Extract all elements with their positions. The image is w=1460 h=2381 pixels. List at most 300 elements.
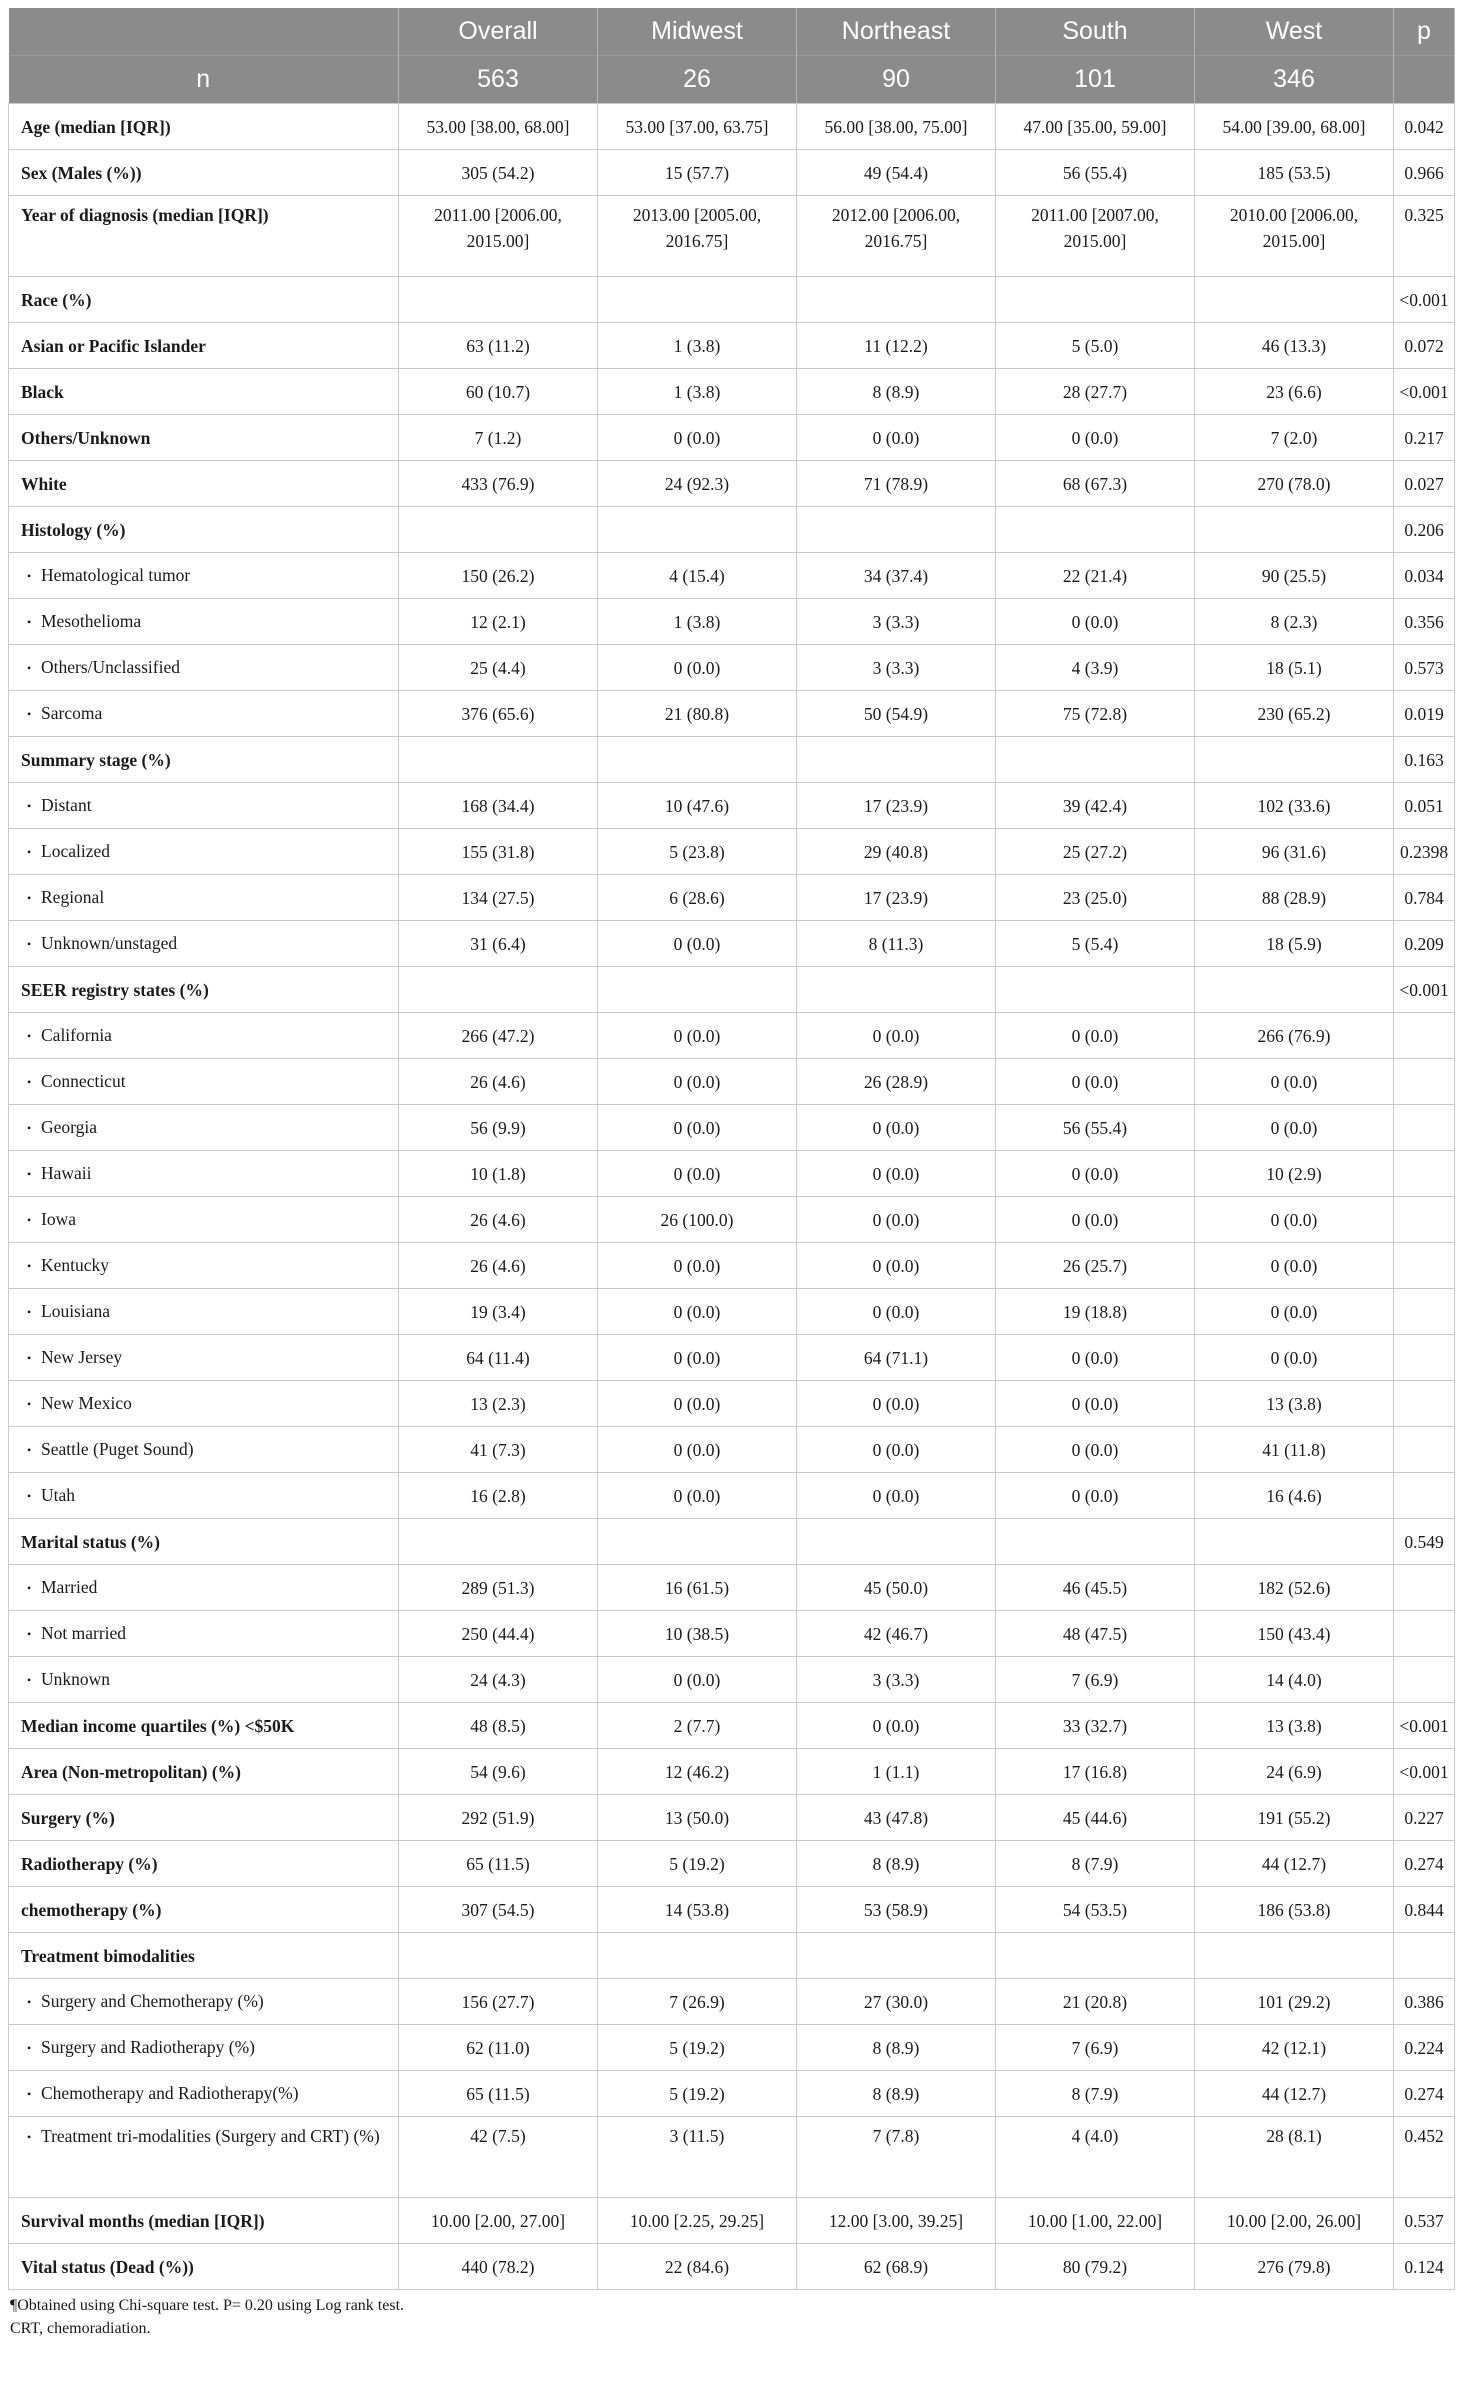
table-cell: 42 (46.7) xyxy=(797,1611,996,1657)
table-cell: 22 (21.4) xyxy=(996,553,1195,599)
table-cell: 3 (3.3) xyxy=(797,645,996,691)
table-cell: 26 (4.6) xyxy=(399,1243,598,1289)
table-cell: 53 (58.9) xyxy=(797,1887,996,1933)
bullet-icon: • xyxy=(27,891,32,905)
row-label-text: Area (Non-metropolitan) (%) xyxy=(21,1761,242,1782)
table-row xyxy=(9,196,1455,277)
table-cell: 0 (0.0) xyxy=(598,1427,797,1473)
table-cell: 16 (61.5) xyxy=(598,1565,797,1611)
table-row xyxy=(9,1749,1455,1795)
table-cell: 0 (0.0) xyxy=(996,1381,1195,1427)
table-cell xyxy=(797,1519,996,1565)
table-cell: 0 (0.0) xyxy=(598,921,797,967)
table-cell: 0 (0.0) xyxy=(996,1335,1195,1381)
n-header-1: 563 xyxy=(399,56,598,104)
row-label xyxy=(9,553,399,599)
row-label-text: Localized xyxy=(41,841,110,861)
table-cell: 0 (0.0) xyxy=(797,1197,996,1243)
table-cell: 10 (1.8) xyxy=(399,1151,598,1197)
table-cell: 376 (65.6) xyxy=(399,691,598,737)
table-cell: 28 (8.1) xyxy=(1195,2117,1394,2198)
bullet-icon: • xyxy=(27,1259,32,1273)
bullet-icon: • xyxy=(27,1995,32,2009)
table-cell: 150 (26.2) xyxy=(399,553,598,599)
table-cell: 50 (54.9) xyxy=(797,691,996,737)
table-cell: 0 (0.0) xyxy=(996,599,1195,645)
table-row xyxy=(9,2071,1455,2117)
table-cell: 23 (6.6) xyxy=(1195,369,1394,415)
table-row xyxy=(9,967,1455,1013)
table-cell: 26 (4.6) xyxy=(399,1197,598,1243)
table-cell: 46 (45.5) xyxy=(996,1565,1195,1611)
table-row xyxy=(9,150,1455,196)
table-cell: 4 (4.0) xyxy=(996,2117,1195,2198)
row-label-text: Mesothelioma xyxy=(41,611,142,631)
row-label xyxy=(9,323,399,369)
table-cell: 10 (2.9) xyxy=(1195,1151,1394,1197)
table-cell: 18 (5.1) xyxy=(1195,645,1394,691)
table-cell: 48 (8.5) xyxy=(399,1703,598,1749)
table-cell: 5 (19.2) xyxy=(598,1841,797,1887)
p-value-cell: 0.124 xyxy=(1394,2244,1455,2290)
row-label xyxy=(9,150,399,196)
table-row xyxy=(9,737,1455,783)
column-header-5: West xyxy=(1195,8,1394,56)
p-value-cell: <0.001 xyxy=(1394,1749,1455,1795)
table-cell: 12 (46.2) xyxy=(598,1749,797,1795)
table-cell: 45 (50.0) xyxy=(797,1565,996,1611)
row-label-text: Age (median [IQR]) xyxy=(21,116,171,137)
table-row xyxy=(9,1473,1455,1519)
table-row xyxy=(9,1795,1455,1841)
p-value-cell: 0.573 xyxy=(1394,645,1455,691)
p-value-cell xyxy=(1394,1105,1455,1151)
table-cell: 191 (55.2) xyxy=(1195,1795,1394,1841)
row-label-text: Georgia xyxy=(41,1117,98,1137)
p-value-cell: 0.034 xyxy=(1394,553,1455,599)
table-cell: 88 (28.9) xyxy=(1195,875,1394,921)
table-row xyxy=(9,2198,1455,2244)
row-label-text: Race (%) xyxy=(21,289,92,310)
bullet-icon: • xyxy=(27,1673,32,1687)
table-row xyxy=(9,875,1455,921)
table-row xyxy=(9,1565,1455,1611)
row-label-text: Survival months (median [IQR]) xyxy=(21,2210,265,2231)
table-cell xyxy=(797,967,996,1013)
table-cell: 0 (0.0) xyxy=(996,1473,1195,1519)
table-cell xyxy=(399,277,598,323)
table-row xyxy=(9,1427,1455,1473)
p-value-cell: 0.386 xyxy=(1394,1979,1455,2025)
p-value-cell: 0.325 xyxy=(1394,196,1455,277)
footnote: CRT, chemoradiation. xyxy=(10,2320,151,2337)
table-cell xyxy=(598,1519,797,1565)
column-header-1: Overall xyxy=(399,8,598,56)
row-label xyxy=(9,2244,399,2290)
table-cell: 0 (0.0) xyxy=(1195,1289,1394,1335)
column-header-0 xyxy=(9,8,399,56)
table-body xyxy=(9,104,1455,2290)
footnote: ¶Obtained using Chi-square test. P= 0.20 using Log rank test. xyxy=(10,2297,405,2314)
bullet-icon: • xyxy=(27,937,32,951)
table-row xyxy=(9,1933,1455,1979)
row-label xyxy=(9,783,399,829)
bullet-icon: • xyxy=(27,615,32,629)
n-header-4: 101 xyxy=(996,56,1195,104)
table-row xyxy=(9,1381,1455,1427)
table-cell: 17 (16.8) xyxy=(996,1749,1195,1795)
table-cell: 2010.00 [2006.00, 2015.00] xyxy=(1195,196,1394,277)
table-row xyxy=(9,1059,1455,1105)
table-cell: 0 (0.0) xyxy=(797,1427,996,1473)
table-cell: 0 (0.0) xyxy=(797,1381,996,1427)
table-cell: 5 (19.2) xyxy=(598,2025,797,2071)
row-label xyxy=(9,737,399,783)
p-value-cell: 0.274 xyxy=(1394,1841,1455,1887)
table-cell: 0 (0.0) xyxy=(1195,1243,1394,1289)
table-cell: 0 (0.0) xyxy=(797,1243,996,1289)
table-row xyxy=(9,1243,1455,1289)
table-cell: 27 (30.0) xyxy=(797,1979,996,2025)
p-value-cell xyxy=(1394,1565,1455,1611)
column-header-4: South xyxy=(996,8,1195,56)
row-label xyxy=(9,645,399,691)
table-cell: 44 (12.7) xyxy=(1195,1841,1394,1887)
table-cell: 3 (3.3) xyxy=(797,1657,996,1703)
table-cell: 0 (0.0) xyxy=(797,415,996,461)
table-cell: 26 (25.7) xyxy=(996,1243,1195,1289)
table-cell: 25 (27.2) xyxy=(996,829,1195,875)
table-cell: 266 (47.2) xyxy=(399,1013,598,1059)
table-cell: 53.00 [37.00, 63.75] xyxy=(598,104,797,150)
table-cell xyxy=(598,1933,797,1979)
table-cell: 65 (11.5) xyxy=(399,1841,598,1887)
row-label xyxy=(9,2025,399,2071)
table-row xyxy=(9,369,1455,415)
table-cell: 230 (65.2) xyxy=(1195,691,1394,737)
row-label-text: New Jersey xyxy=(41,1347,123,1367)
n-header-3: 90 xyxy=(797,56,996,104)
table-cell: 156 (27.7) xyxy=(399,1979,598,2025)
bullet-icon: • xyxy=(27,1029,32,1043)
table-row xyxy=(9,1197,1455,1243)
table-row xyxy=(9,2117,1455,2198)
row-label-text: Seattle (Puget Sound) xyxy=(41,1439,194,1459)
table-row xyxy=(9,599,1455,645)
table-cell: 26 (4.6) xyxy=(399,1059,598,1105)
p-value-cell xyxy=(1394,1657,1455,1703)
p-value-cell: <0.001 xyxy=(1394,277,1455,323)
row-label-text: Chemotherapy and Radiotherapy(%) xyxy=(41,2083,299,2103)
bullet-icon: • xyxy=(27,845,32,859)
table-cell: 26 (28.9) xyxy=(797,1059,996,1105)
row-label-text: Not married xyxy=(41,1623,127,1643)
table-row xyxy=(9,783,1455,829)
row-label xyxy=(9,1611,399,1657)
table-cell: 0 (0.0) xyxy=(797,1013,996,1059)
bullet-icon: • xyxy=(27,1075,32,1089)
row-label-text: Sex (Males (%)) xyxy=(21,162,142,183)
table-cell: 31 (6.4) xyxy=(399,921,598,967)
row-label xyxy=(9,1795,399,1841)
table-row xyxy=(9,2244,1455,2290)
table-cell: 90 (25.5) xyxy=(1195,553,1394,599)
table-cell xyxy=(996,737,1195,783)
row-label xyxy=(9,415,399,461)
row-label-text: Iowa xyxy=(41,1209,76,1229)
table-cell: 2013.00 [2005.00, 2016.75] xyxy=(598,196,797,277)
bullet-icon: • xyxy=(27,1443,32,1457)
table-cell: 0 (0.0) xyxy=(598,1013,797,1059)
row-label-text: Louisiana xyxy=(41,1301,111,1321)
p-value-cell: 0.209 xyxy=(1394,921,1455,967)
table-row xyxy=(9,1611,1455,1657)
table-cell: 49 (54.4) xyxy=(797,150,996,196)
table-cell xyxy=(1195,967,1394,1013)
row-label-text: Treatment bimodalities xyxy=(21,1945,195,1966)
table-cell: 0 (0.0) xyxy=(797,1289,996,1335)
table-cell: 10.00 [2.00, 27.00] xyxy=(399,2198,598,2244)
p-value-cell: 0.224 xyxy=(1394,2025,1455,2071)
row-label-text: Regional xyxy=(41,887,105,907)
bullet-icon: • xyxy=(27,1581,32,1595)
p-value-cell xyxy=(1394,1289,1455,1335)
table-cell: 54 (53.5) xyxy=(996,1887,1195,1933)
table-cell: 29 (40.8) xyxy=(797,829,996,875)
row-label xyxy=(9,1151,399,1197)
row-label xyxy=(9,1059,399,1105)
row-label xyxy=(9,1657,399,1703)
p-value-cell: 0.2398 xyxy=(1394,829,1455,875)
row-label xyxy=(9,2198,399,2244)
row-label-text: White xyxy=(21,473,67,494)
table-row xyxy=(9,415,1455,461)
table-cell: 13 (50.0) xyxy=(598,1795,797,1841)
row-label xyxy=(9,1335,399,1381)
table-cell: 56.00 [38.00, 75.00] xyxy=(797,104,996,150)
bullet-icon: • xyxy=(27,2087,32,2101)
table-cell: 56 (9.9) xyxy=(399,1105,598,1151)
table-cell: 65 (11.5) xyxy=(399,2071,598,2117)
table-cell xyxy=(996,1519,1195,1565)
row-label-text: Radiotherapy (%) xyxy=(21,1853,158,1874)
table-cell: 53.00 [38.00, 68.00] xyxy=(399,104,598,150)
bullet-icon: • xyxy=(27,1627,32,1641)
table-cell: 4 (15.4) xyxy=(598,553,797,599)
table-cell xyxy=(797,1933,996,1979)
row-label-text: California xyxy=(41,1025,112,1045)
table-cell: 6 (28.6) xyxy=(598,875,797,921)
row-label-text: Distant xyxy=(41,795,92,815)
table-cell: 43 (47.8) xyxy=(797,1795,996,1841)
row-label-text: chemotherapy (%) xyxy=(21,1899,162,1920)
table-row xyxy=(9,1703,1455,1749)
table-cell: 13 (3.8) xyxy=(1195,1381,1394,1427)
row-label-text: Vital status (Dead (%)) xyxy=(21,2256,194,2277)
p-value-cell: 0.019 xyxy=(1394,691,1455,737)
table-cell xyxy=(399,507,598,553)
table-cell: 54 (9.6) xyxy=(399,1749,598,1795)
table-cell: 24 (92.3) xyxy=(598,461,797,507)
table-cell: 0 (0.0) xyxy=(598,1473,797,1519)
row-label xyxy=(9,1013,399,1059)
table-cell: 5 (5.4) xyxy=(996,921,1195,967)
table-cell: 17 (23.9) xyxy=(797,783,996,829)
p-value-cell xyxy=(1394,1197,1455,1243)
row-label xyxy=(9,967,399,1013)
p-value-cell: 0.844 xyxy=(1394,1887,1455,1933)
p-value-cell: 0.966 xyxy=(1394,150,1455,196)
n-header-2: 26 xyxy=(598,56,797,104)
table-container xyxy=(8,8,1454,2340)
n-header-0: n xyxy=(9,56,399,104)
p-value-cell xyxy=(1394,1151,1455,1197)
table-cell: 12 (2.1) xyxy=(399,599,598,645)
bullet-icon: • xyxy=(27,707,32,721)
table-cell xyxy=(598,967,797,1013)
row-label-text: Surgery (%) xyxy=(21,1807,115,1828)
row-label-text: Unknown xyxy=(41,1669,111,1689)
p-value-cell xyxy=(1394,1335,1455,1381)
table-cell: 17 (23.9) xyxy=(797,875,996,921)
table-cell: 18 (5.9) xyxy=(1195,921,1394,967)
table-cell: 2012.00 [2006.00, 2016.75] xyxy=(797,196,996,277)
table-cell: 7 (1.2) xyxy=(399,415,598,461)
row-label xyxy=(9,1427,399,1473)
table-cell: 0 (0.0) xyxy=(996,415,1195,461)
table-cell: 56 (55.4) xyxy=(996,1105,1195,1151)
table-cell xyxy=(996,967,1195,1013)
table-cell: 46 (13.3) xyxy=(1195,323,1394,369)
row-label xyxy=(9,1243,399,1289)
table-cell: 64 (11.4) xyxy=(399,1335,598,1381)
table-cell: 12.00 [3.00, 39.25] xyxy=(797,2198,996,2244)
p-value-cell xyxy=(1394,1243,1455,1289)
table-row xyxy=(9,1519,1455,1565)
table-cell: 19 (3.4) xyxy=(399,1289,598,1335)
table-cell: 7 (2.0) xyxy=(1195,415,1394,461)
table-cell xyxy=(1195,507,1394,553)
table-cell xyxy=(399,737,598,783)
table-cell: 10.00 [2.00, 26.00] xyxy=(1195,2198,1394,2244)
row-label xyxy=(9,691,399,737)
row-label xyxy=(9,1473,399,1519)
table-row xyxy=(9,2025,1455,2071)
row-label xyxy=(9,2071,399,2117)
row-label xyxy=(9,1887,399,1933)
table-cell: 26 (100.0) xyxy=(598,1197,797,1243)
table-cell: 47.00 [35.00, 59.00] xyxy=(996,104,1195,150)
p-value-cell: 0.356 xyxy=(1394,599,1455,645)
table-cell: 250 (44.4) xyxy=(399,1611,598,1657)
p-value-cell: 0.042 xyxy=(1394,104,1455,150)
row-label-text: Surgery and Chemotherapy (%) xyxy=(41,1991,264,2011)
table-cell: 8 (11.3) xyxy=(797,921,996,967)
table-cell: 21 (80.8) xyxy=(598,691,797,737)
n-header-6 xyxy=(1394,56,1455,104)
row-label xyxy=(9,1703,399,1749)
table-row xyxy=(9,921,1455,967)
table-cell xyxy=(598,277,797,323)
table-cell: 1 (3.8) xyxy=(598,599,797,645)
table-cell: 28 (27.7) xyxy=(996,369,1195,415)
row-label xyxy=(9,829,399,875)
table-cell: 15 (57.7) xyxy=(598,150,797,196)
table-cell: 3 (3.3) xyxy=(797,599,996,645)
p-value-cell: 0.549 xyxy=(1394,1519,1455,1565)
row-label xyxy=(9,1933,399,1979)
row-label xyxy=(9,1381,399,1427)
table-cell: 0 (0.0) xyxy=(996,1197,1195,1243)
row-label xyxy=(9,507,399,553)
column-header-6: p xyxy=(1394,8,1455,56)
p-value-cell: 0.163 xyxy=(1394,737,1455,783)
table-cell xyxy=(797,737,996,783)
table-cell: 7 (6.9) xyxy=(996,2025,1195,2071)
bullet-icon: • xyxy=(27,1167,32,1181)
table-cell: 60 (10.7) xyxy=(399,369,598,415)
table-cell: 7 (6.9) xyxy=(996,1657,1195,1703)
table-cell: 42 (7.5) xyxy=(399,2117,598,2198)
table-cell: 56 (55.4) xyxy=(996,150,1195,196)
table-cell: 0 (0.0) xyxy=(598,1657,797,1703)
table-header xyxy=(9,8,1455,104)
table-cell xyxy=(598,737,797,783)
table-cell: 0 (0.0) xyxy=(598,1243,797,1289)
table-cell: 433 (76.9) xyxy=(399,461,598,507)
table-cell: 276 (79.8) xyxy=(1195,2244,1394,2290)
table-cell xyxy=(1195,737,1394,783)
bullet-icon: • xyxy=(27,661,32,675)
table-cell: 24 (4.3) xyxy=(399,1657,598,1703)
table-cell: 2011.00 [2006.00, 2015.00] xyxy=(399,196,598,277)
table-cell: 24 (6.9) xyxy=(1195,1749,1394,1795)
table-cell: 1 (1.1) xyxy=(797,1749,996,1795)
table-cell: 0 (0.0) xyxy=(598,1335,797,1381)
table-cell: 182 (52.6) xyxy=(1195,1565,1394,1611)
table-cell: 80 (79.2) xyxy=(996,2244,1195,2290)
table-cell: 0 (0.0) xyxy=(996,1427,1195,1473)
row-label-text: Year of diagnosis (median [IQR]) xyxy=(21,205,269,225)
table-cell: 0 (0.0) xyxy=(797,1473,996,1519)
row-label xyxy=(9,104,399,150)
table-cell: 307 (54.5) xyxy=(399,1887,598,1933)
header-row-groups xyxy=(9,8,1455,56)
row-label-text: Hawaii xyxy=(41,1163,92,1183)
table-cell: 0 (0.0) xyxy=(1195,1335,1394,1381)
row-label-text: Kentucky xyxy=(41,1255,110,1275)
table-cell: 64 (71.1) xyxy=(797,1335,996,1381)
row-label xyxy=(9,1519,399,1565)
row-label-text: Median income quartiles (%) <$50K xyxy=(21,1715,295,1736)
table-cell: 0 (0.0) xyxy=(996,1013,1195,1059)
table-row xyxy=(9,691,1455,737)
table-cell: 270 (78.0) xyxy=(1195,461,1394,507)
bullet-icon: • xyxy=(27,1213,32,1227)
table-row xyxy=(9,1841,1455,1887)
table-cell: 8 (8.9) xyxy=(797,2025,996,2071)
table-cell: 63 (11.2) xyxy=(399,323,598,369)
table-cell: 7 (26.9) xyxy=(598,1979,797,2025)
row-label-text: Others/Unclassified xyxy=(41,657,180,677)
table-cell: 45 (44.6) xyxy=(996,1795,1195,1841)
table-cell xyxy=(797,507,996,553)
table-cell: 0 (0.0) xyxy=(598,1105,797,1151)
row-label-text: Hematological tumor xyxy=(41,565,191,585)
header-row-n xyxy=(9,56,1455,104)
p-value-cell xyxy=(1394,1473,1455,1519)
table-cell: 14 (4.0) xyxy=(1195,1657,1394,1703)
